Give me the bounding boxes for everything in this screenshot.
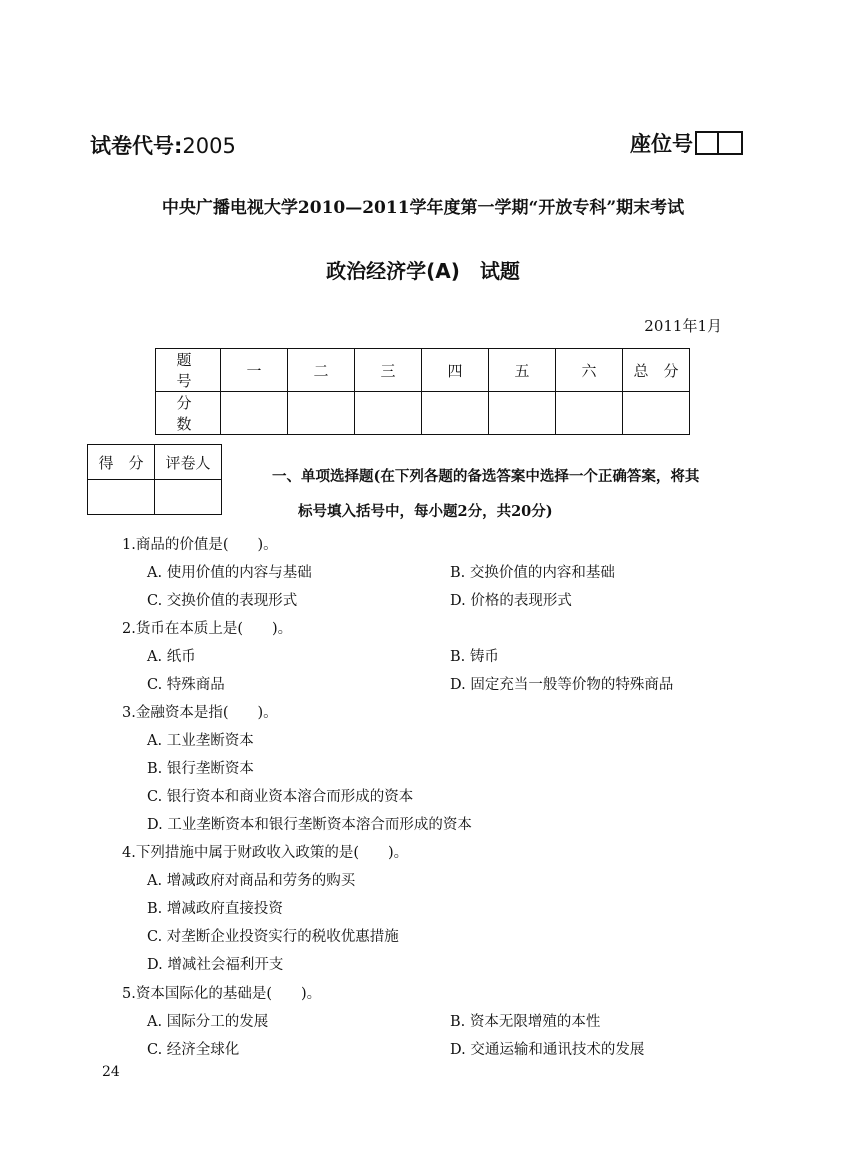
paper-code <box>90 130 236 160</box>
question-option: B. 交换价值的内容和基础 <box>450 565 615 581</box>
page-number: 24 <box>102 1064 120 1080</box>
seat-number <box>630 128 743 158</box>
question-option: D. 价格的表现形式 <box>450 593 572 609</box>
grader-table-header-row <box>88 445 222 480</box>
question-option: C. 对垄断企业投资实行的税收优惠措施 <box>147 929 399 945</box>
score-table-empty-cell <box>623 392 690 435</box>
question-option: C. 银行资本和商业资本溶合而形成的资本 <box>147 789 414 805</box>
question-option: C. 特殊商品 <box>147 677 225 693</box>
question-option: B. 增减政府直接投资 <box>147 901 283 917</box>
score-table-empty-cell <box>355 392 422 435</box>
question-option: B. 铸币 <box>450 649 499 665</box>
score-table-cell: 四 <box>422 349 489 392</box>
seat-number-label: 座位号 <box>630 132 693 156</box>
exam-header: 中央广播电视大学2010—2011学年度第一学期“开放专科”期末考试 <box>161 198 685 218</box>
score-table-score-row <box>156 392 690 435</box>
score-table-empty-cell <box>288 392 355 435</box>
exam-title: 政治经济学(A) 试题 <box>326 259 520 283</box>
question-option: A. 国际分工的发展 <box>147 1014 269 1030</box>
question-option: B. 银行垄断资本 <box>147 761 254 777</box>
question-stem: 4.下列措施中属于财政收入政策的是( )。 <box>122 845 409 861</box>
grader-table-empty-row <box>88 480 222 515</box>
question-option: A. 使用价值的内容与基础 <box>147 565 312 581</box>
paper-code-value: 2005 <box>182 134 236 158</box>
question-option: C. 交换价值的表现形式 <box>147 593 298 609</box>
question-option: A. 工业垄断资本 <box>147 733 254 749</box>
score-table-cell: 总 分 <box>623 349 690 392</box>
grader-table-cell: 评卷人 <box>155 445 222 480</box>
question-stem: 1.商品的价值是( )。 <box>122 537 278 553</box>
score-table-empty-cell <box>221 392 288 435</box>
score-table-cell: 二 <box>288 349 355 392</box>
score-table-cell: 一 <box>221 349 288 392</box>
grader-table <box>87 444 222 515</box>
grader-table-empty-cell <box>155 480 222 515</box>
score-table-empty-cell <box>556 392 623 435</box>
score-table-header-row <box>156 349 690 392</box>
question-option: D. 交通运输和通讯技术的发展 <box>450 1042 645 1058</box>
question-option: B. 资本无限增殖的本性 <box>450 1014 601 1030</box>
question-option: D. 固定充当一般等价物的特殊商品 <box>450 677 674 693</box>
score-table-cell: 六 <box>556 349 623 392</box>
question-option: A. 增减政府对商品和劳务的购买 <box>147 873 356 889</box>
score-table-cell: 五 <box>489 349 556 392</box>
grader-table-empty-cell <box>88 480 155 515</box>
seat-number-boxes <box>695 131 743 155</box>
question-option: D. 增减社会福利开支 <box>147 957 284 973</box>
question-option: C. 经济全球化 <box>147 1042 240 1058</box>
question-stem: 5.资本国际化的基础是( )。 <box>122 986 322 1002</box>
seat-box <box>719 131 743 155</box>
score-table-empty-cell <box>489 392 556 435</box>
exam-date: 2011年1月 <box>644 317 722 335</box>
question-stem: 2.货币在本质上是( )。 <box>122 621 293 637</box>
question-option: D. 工业垄断资本和银行垄断资本溶合而形成的资本 <box>147 817 472 833</box>
score-table-empty-cell <box>422 392 489 435</box>
grader-table-cell: 得 分 <box>88 445 155 480</box>
section-title: 一、单项选择题(在下列各题的备选答案中选择一个正确答案，将其 <box>272 468 700 485</box>
question-option: A. 纸币 <box>147 649 196 665</box>
score-table-cell: 分 数 <box>156 392 221 435</box>
seat-box <box>695 131 719 155</box>
paper-code-label: 试卷代号: <box>90 134 183 158</box>
score-table-cell: 题 号 <box>156 349 221 392</box>
question-stem: 3.金融资本是指( )。 <box>122 705 278 721</box>
score-table-cell: 三 <box>355 349 422 392</box>
section-instructions: 标号填入括号中，每小题2分，共20分) <box>298 503 553 520</box>
score-table <box>155 348 690 435</box>
